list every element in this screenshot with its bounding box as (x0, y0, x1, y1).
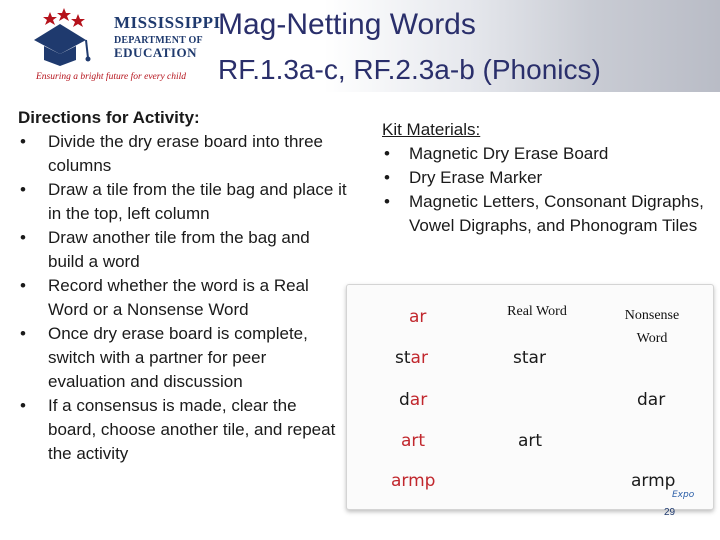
word-prefix: d (399, 390, 410, 410)
bullet: • (384, 168, 390, 187)
kit-materials-panel (382, 118, 712, 238)
nonsense-word-header (605, 304, 699, 350)
board-word: armp (391, 471, 436, 491)
mde-logo (30, 6, 221, 88)
slide-title: Mag-Netting Words (218, 8, 476, 41)
list-item (18, 178, 348, 226)
list-item (18, 322, 348, 394)
kit-heading: Kit Materials: (382, 120, 481, 139)
nonsense-header-line-1: Nonsense (624, 308, 680, 323)
direction-text: If a consensus is made, clear the board, choose another tile, and repeat the activity (48, 396, 336, 463)
slide-subtitle: RF.1.3a-c, RF.2.3a-b (Phonics) (218, 54, 601, 85)
bullet: • (20, 228, 26, 247)
logo-line-1: MISSISSIPPI (114, 13, 221, 32)
kit-list (382, 142, 712, 238)
directions-panel (18, 106, 348, 466)
direction-text: Record whether the word is a Real Word or a Nonsense Word (48, 276, 309, 319)
directions-heading: Directions for Activity: (18, 108, 200, 127)
expo-brand-logo: Expo (672, 490, 695, 500)
tile-word: ar (409, 307, 427, 327)
list-item (18, 130, 348, 178)
list-item (382, 190, 712, 238)
word-suffix: ar (410, 348, 428, 368)
kit-item-text: Dry Erase Marker (409, 168, 543, 187)
nonsense-word-entry: dar (637, 390, 666, 410)
bullet: • (20, 324, 26, 343)
nonsense-header-line-2: Word (636, 331, 668, 346)
logo-line-2: DEPARTMENT OF (114, 35, 203, 46)
logo-wordmark (114, 14, 221, 60)
direction-text: Once dry erase board is complete, switch with a partner for peer evaluation and discussion (48, 324, 308, 391)
direction-text: Draw a tile from the tile bag and place it in the top, left column (48, 180, 347, 223)
directions-list (18, 130, 348, 466)
direction-text: Draw another tile from the bag and build a word (48, 228, 310, 271)
graduation-cap-icon (30, 6, 110, 68)
word-prefix: st (395, 348, 411, 368)
bullet: • (20, 132, 26, 151)
list-item (18, 226, 348, 274)
dry-erase-board (346, 284, 714, 510)
board-word (399, 390, 427, 410)
kit-item-text: Magnetic Letters, Consonant Digraphs, Vowel Digraphs, and Phonogram Tiles (409, 192, 704, 235)
nonsense-word-entry: armp (631, 471, 676, 491)
real-word-entry: star (513, 348, 546, 368)
slide-header (0, 0, 720, 92)
page-number: 29 (664, 507, 676, 518)
list-item (382, 142, 712, 166)
kit-item-text: Magnetic Dry Erase Board (409, 144, 609, 163)
list-item (382, 166, 712, 190)
bullet: • (20, 180, 26, 199)
bullet: • (384, 144, 390, 163)
real-word-entry: art (518, 431, 543, 451)
direction-text: Divide the dry erase board into three columns (48, 132, 323, 175)
word-suffix: ar (409, 390, 428, 410)
logo-tagline: Ensuring a bright future for every child (36, 72, 187, 82)
real-word-header: Real Word (507, 304, 567, 319)
bullet: • (384, 192, 390, 211)
board-word (395, 348, 428, 368)
logo-line-3: EDUCATION (114, 45, 197, 60)
list-item (18, 394, 348, 466)
bullet: • (20, 276, 26, 295)
bullet: • (20, 396, 26, 415)
board-word: art (401, 431, 426, 451)
list-item (18, 274, 348, 322)
